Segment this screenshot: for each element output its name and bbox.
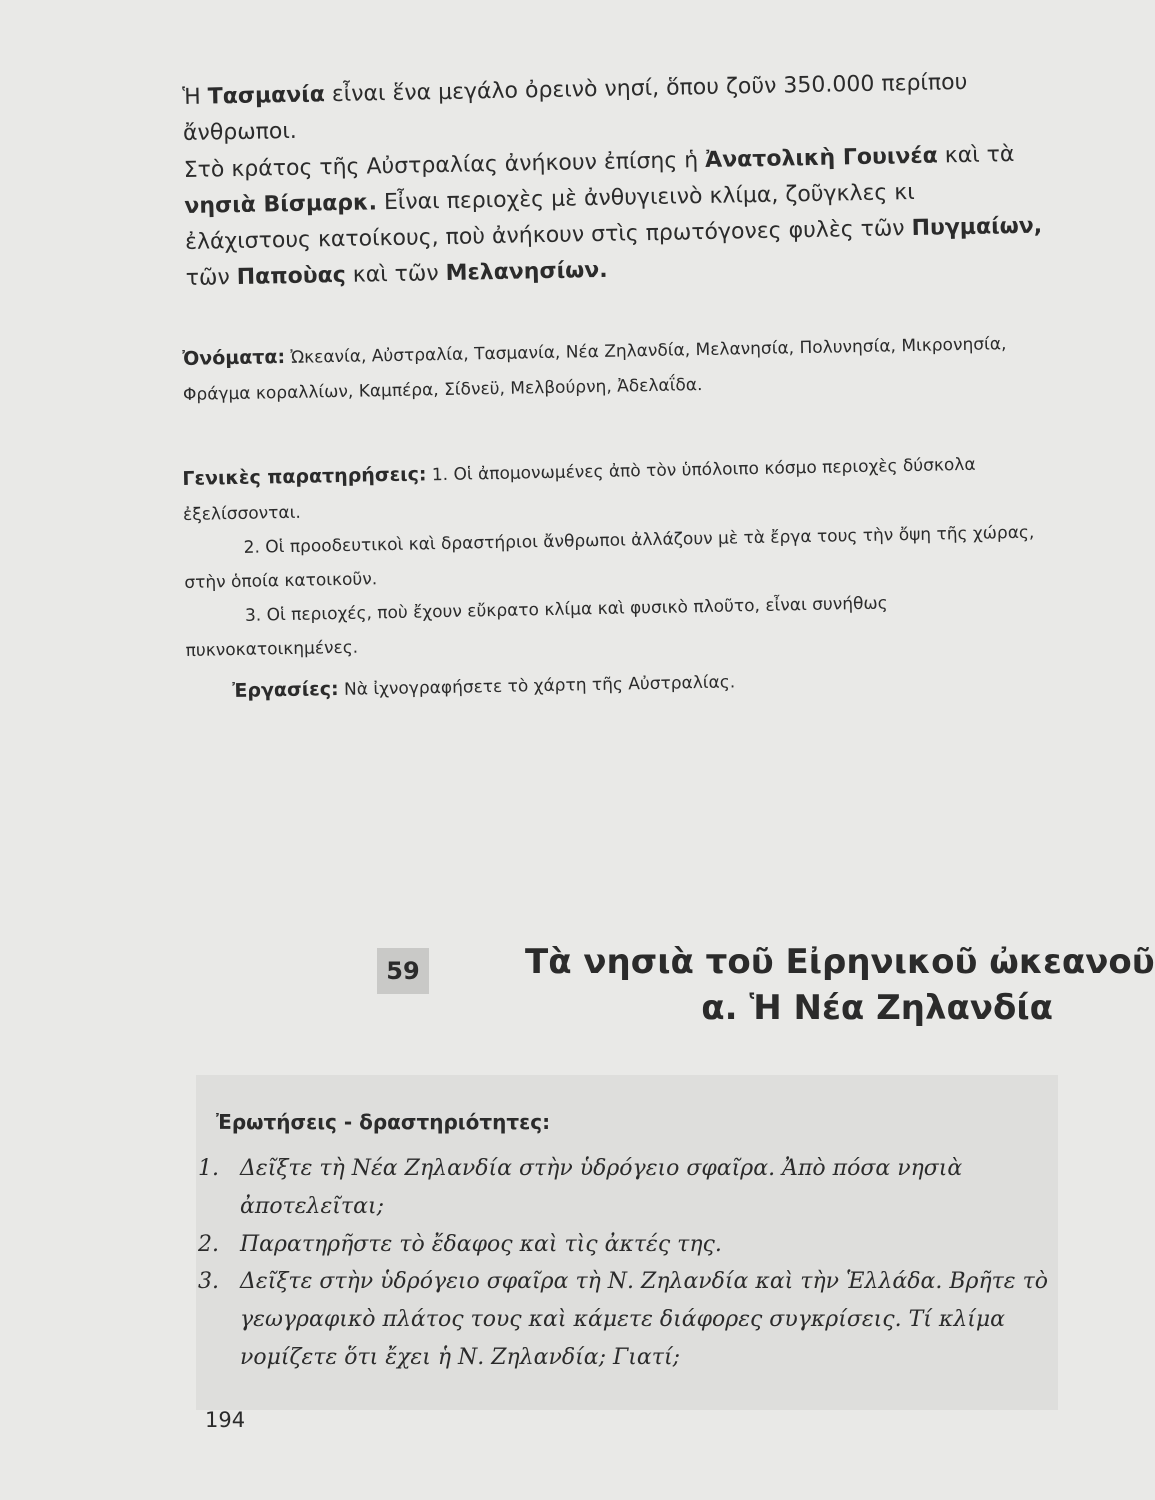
question-number: 3. (198, 1269, 219, 1295)
page-number: 194 (205, 1408, 246, 1432)
question-item (198, 1226, 1078, 1264)
question-text: Παρατηρῆστε τὸ ἔδαφος καὶ τὶς ἀκτές της. (240, 1231, 722, 1257)
general-label: Γενικὲς παρατηρήσεις: (182, 463, 427, 490)
questions-heading: Ἐρωτήσεις - δραστηριότητες: (216, 1110, 551, 1134)
intro-p2-a: Στὸ κράτος τῆς Αὐστραλίας ἀνήκουν ἐπίσης ἡ (183, 147, 706, 183)
term-melanesians: Μελανησίων. (445, 258, 608, 287)
names-label: Ὀνόματα: (182, 346, 286, 370)
intro-p2-d: τῶν (185, 265, 238, 292)
question-text: Δεῖξτε τὴ Νέα Ζηλανδία στὴν ὑδρόγειο σφαῖρα. Ἀπὸ πόσα νησιὰ ἀποτελεῖται; (240, 1156, 963, 1219)
intro-p2-b: καὶ τὰ (937, 141, 1015, 169)
intro-text (182, 63, 1046, 297)
general-observations (182, 443, 1046, 667)
question-text: Δεῖξτε στὴν ὑδρόγειο σφαῖρα τὴ Ν. Ζηλανδία καὶ τὴν Ἑλλάδα. Βρῆτε τὸ γεωγραφικὸ πλάτος τους καὶ κάμετε διάφορες συγκρίσεις. Τί κλίμα νομίζετε ὅτι ἔχει ἡ Ν. Ζηλανδία; Γιατί; (240, 1269, 1049, 1371)
chapter-title-line-1: Τὰ νησιὰ τοῦ Εἰρηνικοῦ ὠκεανοῦ (525, 942, 1155, 982)
general-item-3: 3. Οἱ περιοχές, ποὺ ἔχουν εὔκρατο κλίμα καὶ φυσικὸ πλοῦτο, εἶναι συνήθως πυκνοκατοικημένες. (185, 593, 888, 661)
intro-p1-end: εἶναι ἕνα μεγάλο ὀρεινὸ νησί, ὅπου ζοῦν 350.000 περίπου ἄνθρωποι. (182, 69, 968, 147)
intro-p1-start: Ἡ (182, 84, 208, 110)
chapter-number: 59 (377, 948, 429, 994)
intro-p2-c: Εἶναι περιοχὲς μὲ ἀνθυγιεινὸ κλίμα, ζοῦγκλες κι ἐλάχιστους κατοίκους, ποὺ ἀνήκουν στὶς πρωτόγονες φυλὲς τῶν (184, 179, 915, 256)
term-new-guinea: Ἀνατολικὴ Γουινέα (704, 143, 939, 173)
intro-p2-e: καὶ τῶν (345, 261, 446, 289)
question-item (198, 1263, 1078, 1376)
chapter-title (525, 940, 1155, 1032)
chapter-title-line-2: α. Ἡ Νέα Ζηλανδία (701, 987, 1053, 1028)
general-item-2: 2. Οἱ προοδευτικοὶ καὶ δραστήριοι ἄνθρωποι ἀλλάζουν μὲ τὰ ἔργα τους τὴν ὄψη τῆς χώρας, στὴν ὁποία κατοικοῦν. (184, 522, 1035, 593)
term-tasmania: Τασμανία (207, 82, 326, 110)
term-pygmies: Πυγμαίων, (911, 213, 1043, 242)
term-bismarck: νησιὰ Βίσμαρκ. (184, 190, 378, 219)
term-papuans: Παποὺας (236, 263, 347, 291)
tasks-text: Νὰ ἰχνογραφήσετε τὸ χάρτη τῆς Αὐστραλίας. (338, 672, 736, 700)
question-item (198, 1150, 1078, 1226)
tasks-label: Ἐργασίες: (232, 677, 339, 702)
questions-list (198, 1150, 1078, 1377)
question-number: 2. (198, 1231, 219, 1257)
question-number: 1. (198, 1156, 219, 1181)
names-section (182, 323, 1043, 411)
names-text: Ὠκεανία, Αὐστραλία, Τασμανία, Νέα Ζηλανδία, Μελανησία, Πολυνησία, Μικρονησία, Φράγμα κοραλλίων, Καμπέρα, Σίδνεϋ, Μελβούρνη, Ἀδελαΐδα. (182, 334, 1007, 405)
general-item-1: 1. Οἱ ἀπομονωμένες ἀπὸ τὸν ὑπόλοιπο κόσμο περιοχὲς δύσκολα ἐξελίσσονται. (182, 454, 976, 525)
